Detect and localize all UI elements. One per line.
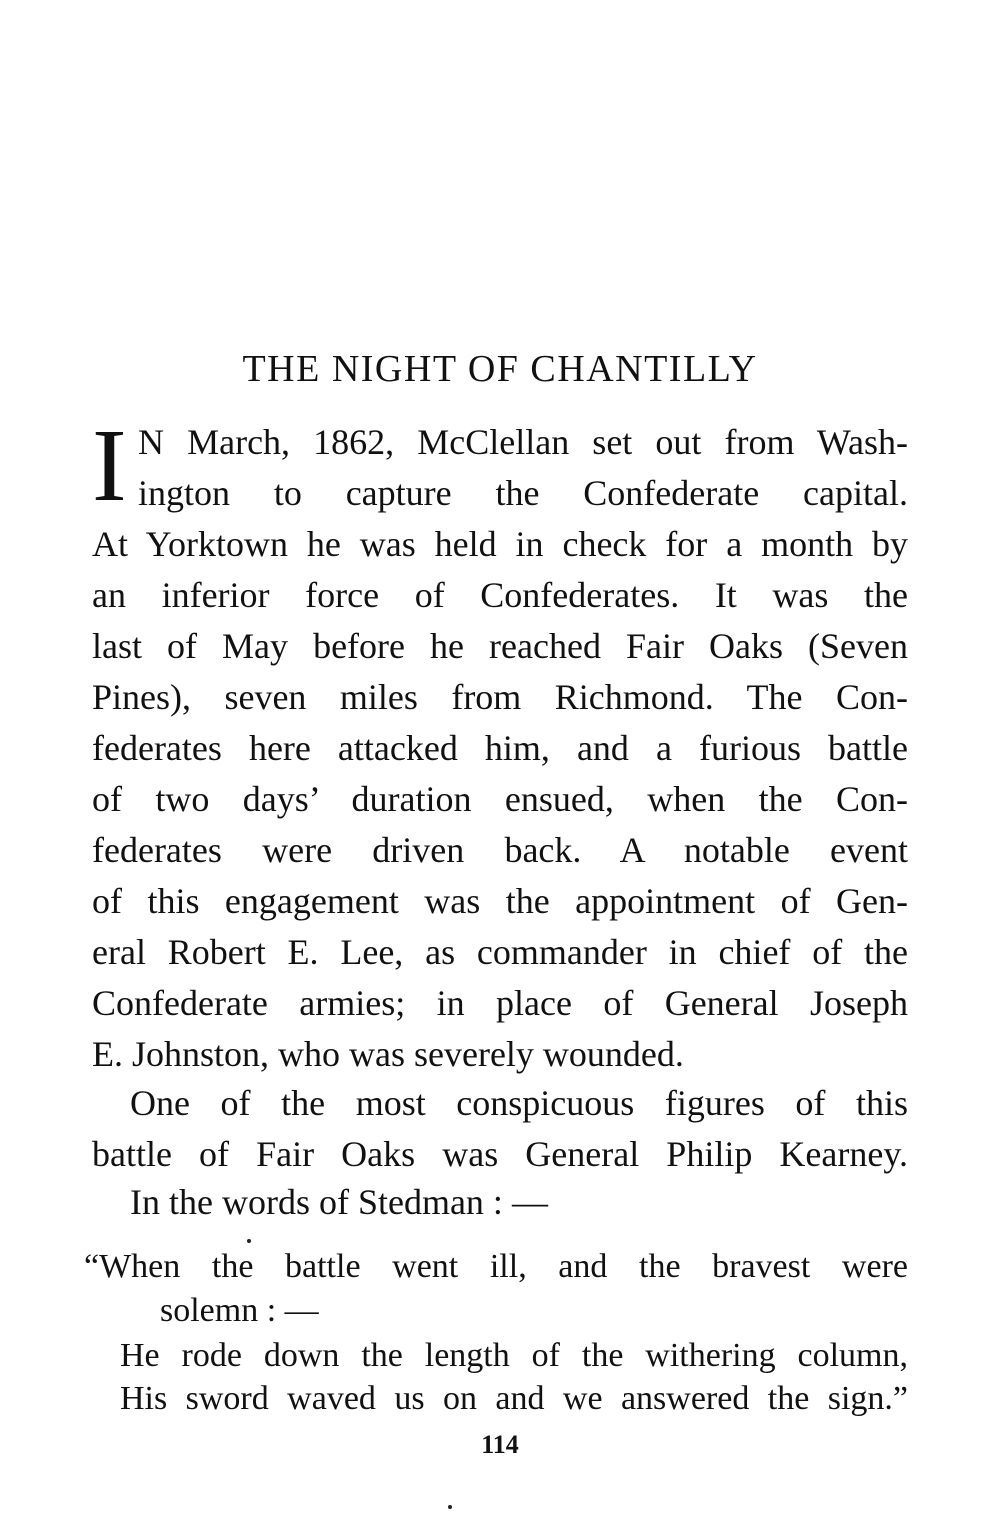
ink-speck bbox=[448, 1505, 452, 1509]
paragraph-line: federates here attacked him, and a furious battle bbox=[92, 728, 908, 768]
chapter-title: THE NIGHT OF CHANTILLY bbox=[242, 348, 758, 390]
paragraph-line: One of the most conspicuous figures of this bbox=[130, 1083, 908, 1123]
paragraph-line: Confederate armies; in place of General Joseph bbox=[92, 983, 908, 1023]
ink-speck bbox=[247, 1239, 251, 1243]
paragraph-line: eral Robert E. Lee, as commander in chief of the bbox=[92, 932, 908, 972]
verse-line: “When the battle went ill, and the bravest were bbox=[84, 1248, 908, 1285]
paragraph-line: At Yorktown he was held in check for a month by bbox=[92, 524, 908, 564]
paragraph-line: In the words of Stedman : — bbox=[130, 1182, 548, 1222]
page-number: 114 bbox=[481, 1430, 519, 1459]
paragraph-line: battle of Fair Oaks was General Philip Kearney. bbox=[92, 1134, 908, 1174]
paragraph-line: N March, 1862, McClellan set out from Wash- bbox=[138, 422, 908, 462]
paragraph-line: last of May before he reached Fair Oaks (Seven bbox=[92, 626, 908, 666]
verse-line: His sword waved us on and we answered the sign.” bbox=[120, 1380, 908, 1417]
paragraph-line: ington to capture the Confederate capital. bbox=[138, 473, 908, 513]
paragraph-line: federates were driven back. A notable event bbox=[92, 830, 908, 870]
verse-line: solemn : — bbox=[160, 1292, 319, 1329]
paragraph-line: an inferior force of Confederates. It was the bbox=[92, 575, 908, 615]
paragraph-line: Pines), seven miles from Richmond. The Con- bbox=[92, 677, 908, 717]
drop-cap: I bbox=[92, 408, 127, 523]
paragraph-line: E. Johnston, who was severely wounded. bbox=[92, 1034, 684, 1074]
verse-line: He rode down the length of the withering column, bbox=[120, 1337, 908, 1374]
paragraph-line: of two days’ duration ensued, when the Con- bbox=[92, 779, 908, 819]
book-page bbox=[84, 0, 908, 1537]
paragraph-line: of this engagement was the appointment of Gen- bbox=[92, 881, 908, 921]
